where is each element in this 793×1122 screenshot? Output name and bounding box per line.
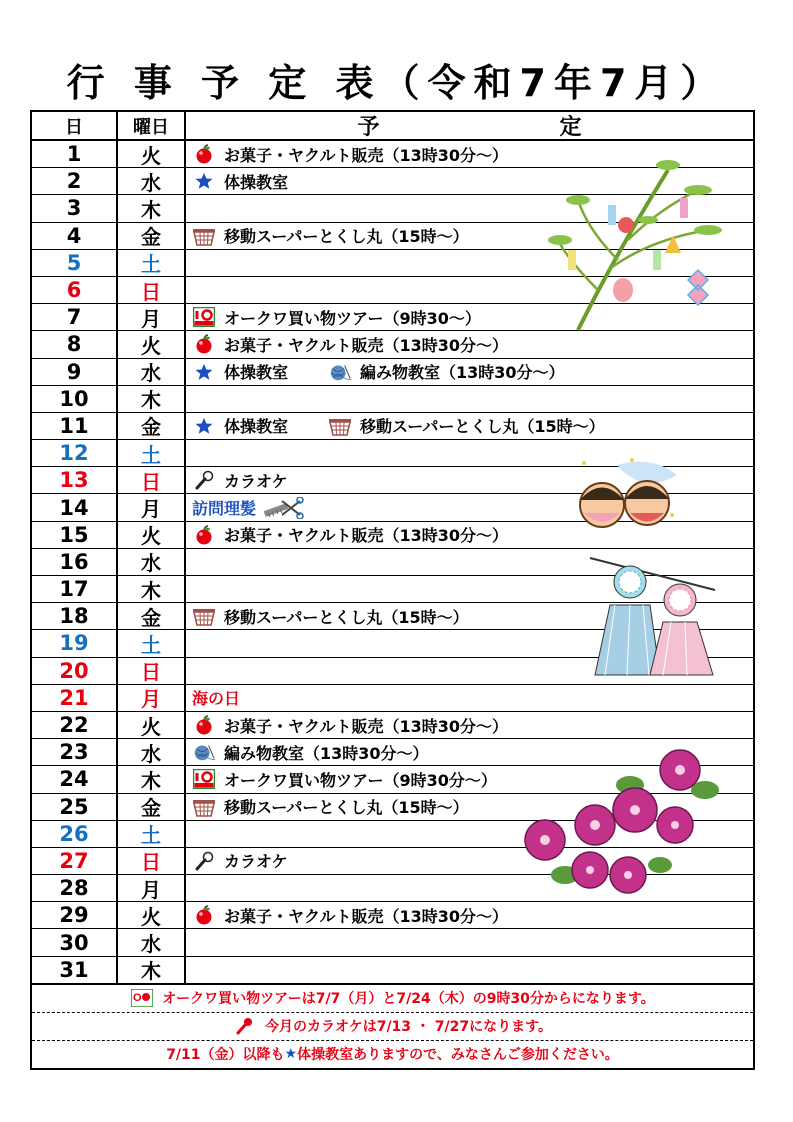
- weekday: 金: [118, 794, 186, 820]
- event-item: [192, 414, 288, 437]
- star-icon: [192, 416, 216, 436]
- day-number: 6: [32, 277, 118, 303]
- basket-icon: [328, 416, 352, 436]
- weekday: 木: [118, 576, 186, 602]
- event-text: お菓子・ヤクルト販売（13時30分～）: [224, 526, 509, 546]
- basket-icon: [192, 797, 216, 817]
- event-text: 海の日: [192, 689, 241, 709]
- event-item: [192, 849, 288, 872]
- table-row: [32, 359, 753, 386]
- weekday: 日: [118, 467, 186, 493]
- day-number: 4: [32, 223, 118, 249]
- event-text: 移動スーパーとくし丸（15時～）: [224, 798, 469, 818]
- event-text: 移動スーパーとくし丸（15時～）: [224, 607, 469, 627]
- day-number: 11: [32, 413, 118, 439]
- event-item: [192, 768, 497, 791]
- day-number: 16: [32, 549, 118, 575]
- event-text: オークワ買い物ツアー（9時30～）: [224, 308, 481, 328]
- event-cell: [186, 712, 753, 738]
- day-number: 27: [32, 848, 118, 874]
- day-number: 18: [32, 603, 118, 629]
- event-item: [328, 360, 565, 383]
- weekday: 火: [118, 902, 186, 928]
- event-text: カラオケ: [224, 471, 288, 491]
- microphone-icon: [192, 470, 216, 490]
- weekday: 月: [118, 685, 186, 711]
- basket-icon: [192, 226, 216, 246]
- day-number: 26: [32, 821, 118, 847]
- event-item: [192, 143, 508, 166]
- event-item: [192, 496, 304, 519]
- event-item: [192, 469, 288, 492]
- event-item: [192, 306, 481, 329]
- day-number: 8: [32, 331, 118, 357]
- weekday: 月: [118, 304, 186, 330]
- day-number: 22: [32, 712, 118, 738]
- table-row: [32, 413, 753, 440]
- header-plan-left: 予: [357, 115, 380, 140]
- day-number: 14: [32, 494, 118, 520]
- apple-icon: [192, 715, 216, 735]
- notes-section: [32, 984, 753, 1068]
- day-number: 28: [32, 875, 118, 901]
- basket-icon: [192, 606, 216, 626]
- day-number: 5: [32, 250, 118, 276]
- day-number: 25: [32, 794, 118, 820]
- event-text: カラオケ: [224, 852, 288, 872]
- weekday: 金: [118, 413, 186, 439]
- okuwa-logo-icon: [130, 988, 154, 1008]
- table-row: [32, 712, 753, 739]
- day-number: 23: [32, 739, 118, 765]
- yarn-icon: [328, 362, 352, 382]
- weekday: 土: [118, 250, 186, 276]
- event-text: お菓子・ヤクルト販売（13時30分～）: [224, 335, 509, 355]
- star-icon: [192, 362, 216, 382]
- apple-icon: [192, 334, 216, 354]
- note-karaoke-text: 今月のカラオケは7/13 ・ 7/27になります。: [264, 1019, 553, 1036]
- day-number: 2: [32, 168, 118, 194]
- day-number: 29: [32, 902, 118, 928]
- weekday: 水: [118, 168, 186, 194]
- day-number: 1: [32, 141, 118, 167]
- event-cell: [186, 359, 753, 385]
- event-text: 移動スーパーとくし丸（15時～）: [360, 417, 605, 437]
- event-item: [192, 686, 240, 709]
- yarn-icon: [192, 742, 216, 762]
- header-day: 日: [32, 112, 118, 139]
- note-exercise-suffix: 体操教室ありますので、みなさんご参加ください。: [297, 1047, 619, 1064]
- weekday: 金: [118, 603, 186, 629]
- header-plan: [186, 112, 753, 139]
- okuwa-logo-icon: [192, 307, 216, 327]
- day-number: 13: [32, 467, 118, 493]
- tanabata-bamboo-illustration: [548, 150, 728, 335]
- day-number: 19: [32, 630, 118, 656]
- event-text: 体操教室: [224, 417, 289, 437]
- day-number: 24: [32, 766, 118, 792]
- orihime-hikoboshi-illustration: [572, 455, 682, 535]
- weekday: 木: [118, 386, 186, 412]
- weekday: 火: [118, 712, 186, 738]
- event-text: 訪問理髪: [192, 499, 257, 519]
- weekday: 水: [118, 359, 186, 385]
- apple-icon: [192, 144, 216, 164]
- event-item: [328, 414, 605, 437]
- event-cell: [186, 902, 753, 928]
- weekday: 木: [118, 766, 186, 792]
- weekday: 土: [118, 821, 186, 847]
- note-exercise-prefix: 7/11（金）以降も: [166, 1047, 285, 1064]
- header-plan-right: 定: [559, 115, 582, 140]
- event-item: [192, 224, 469, 247]
- scissors-comb-icon: [262, 497, 304, 519]
- svg-text:O: O: [133, 992, 142, 1005]
- day-number: 3: [32, 195, 118, 221]
- event-text: 体操教室: [224, 363, 289, 383]
- day-number: 9: [32, 359, 118, 385]
- event-cell: [186, 685, 753, 711]
- weekday: 火: [118, 522, 186, 548]
- header-weekday: 曜日: [118, 112, 186, 139]
- weekday: 月: [118, 494, 186, 520]
- event-cell: [186, 929, 753, 955]
- day-number: 15: [32, 522, 118, 548]
- star-icon: ★: [284, 1046, 298, 1063]
- event-cell: [186, 413, 753, 439]
- note-karaoke: [32, 1013, 753, 1041]
- event-text: 編み物教室（13時30分～）: [360, 363, 565, 383]
- event-item: [192, 795, 469, 818]
- okuwa-logo-icon: [192, 769, 216, 789]
- event-item: [192, 523, 508, 546]
- weekday: 土: [118, 630, 186, 656]
- microphone-icon: [192, 851, 216, 871]
- event-text: お菓子・ヤクルト販売（13時30分～）: [224, 716, 509, 736]
- event-text: 編み物教室（13時30分～）: [224, 743, 429, 763]
- day-number: 21: [32, 685, 118, 711]
- event-text: お菓子・ヤクルト販売（13時30分～）: [224, 145, 509, 165]
- weekday: 金: [118, 223, 186, 249]
- table-row: [32, 386, 753, 413]
- table-row: [32, 929, 753, 956]
- day-number: 17: [32, 576, 118, 602]
- table-row: [32, 902, 753, 929]
- event-text: 移動スーパーとくし丸（15時～）: [224, 227, 469, 247]
- weekday: 水: [118, 739, 186, 765]
- apple-icon: [192, 905, 216, 925]
- day-number: 31: [32, 957, 118, 983]
- event-text: お菓子・ヤクルト販売（13時30分～）: [224, 906, 509, 926]
- day-number: 12: [32, 440, 118, 466]
- weekday: 水: [118, 549, 186, 575]
- weekday: 水: [118, 929, 186, 955]
- event-item: [192, 714, 508, 737]
- star-icon: [192, 171, 216, 191]
- day-number: 10: [32, 386, 118, 412]
- event-item: [192, 170, 288, 193]
- day-number: 30: [32, 929, 118, 955]
- weekday: 木: [118, 957, 186, 983]
- table-header: [32, 112, 753, 141]
- fukinagashi-illustration: [585, 550, 720, 680]
- page-title: 行 事 予 定 表（令和7年7月）: [66, 61, 727, 105]
- weekday: 火: [118, 141, 186, 167]
- event-text: 体操教室: [224, 172, 289, 192]
- weekday: 日: [118, 658, 186, 684]
- event-text: オークワ買い物ツアー（9時30分～）: [224, 770, 497, 790]
- apple-icon: [192, 525, 216, 545]
- weekday: 土: [118, 440, 186, 466]
- weekday: 日: [118, 848, 186, 874]
- event-item: [192, 741, 429, 764]
- weekday: 日: [118, 277, 186, 303]
- note-okuwa-text: オークワ買い物ツアーは7/7（月）と7/24（木）の9時30分からになります。: [162, 991, 655, 1008]
- event-cell: [186, 386, 753, 412]
- table-row: [32, 331, 753, 358]
- event-item: [192, 333, 508, 356]
- event-cell: [186, 957, 753, 983]
- day-number: 20: [32, 658, 118, 684]
- event-item: [192, 360, 288, 383]
- event-cell: [186, 331, 753, 357]
- microphone-icon: [233, 1016, 257, 1036]
- note-exercise: [32, 1041, 753, 1068]
- table-row: [32, 685, 753, 712]
- day-number: 7: [32, 304, 118, 330]
- weekday: 火: [118, 331, 186, 357]
- event-item: [192, 904, 508, 927]
- weekday: 木: [118, 195, 186, 221]
- note-okuwa: [32, 985, 753, 1013]
- morning-glory-illustration: [510, 745, 730, 900]
- table-row: [32, 957, 753, 984]
- weekday: 月: [118, 875, 186, 901]
- event-item: [192, 605, 469, 628]
